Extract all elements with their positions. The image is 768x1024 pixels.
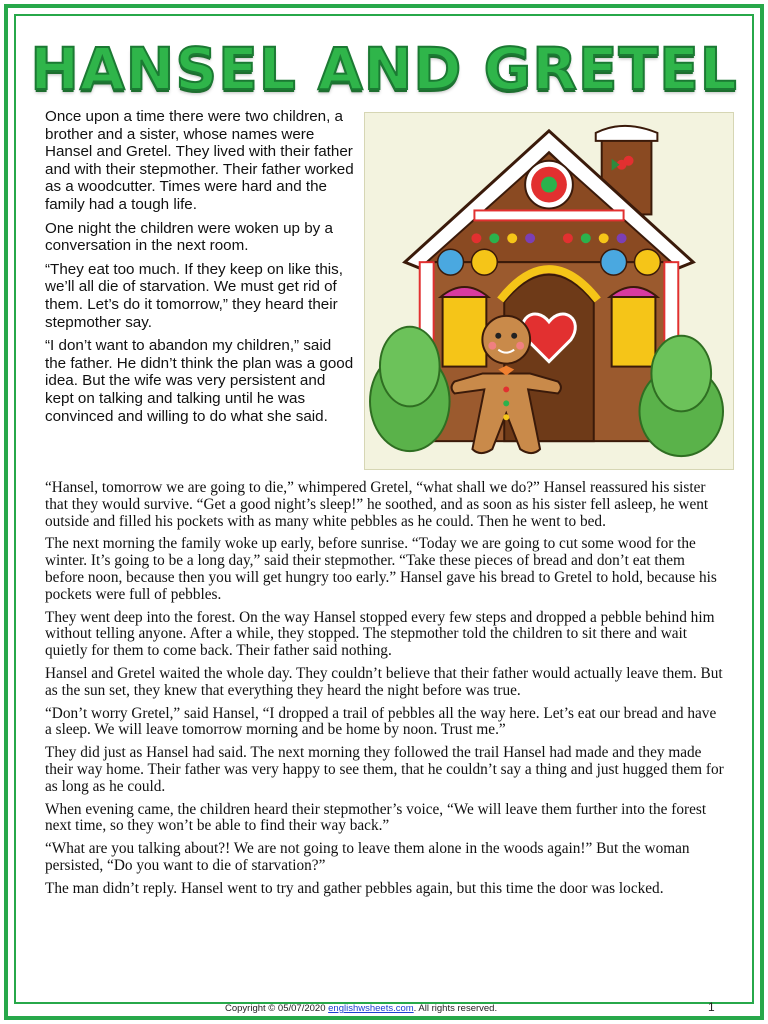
body-paragraph: When evening came, the children heard their stepmother’s voice, “We will leave them further into the forest next time, so they won’t be able to find their way back.” bbox=[45, 800, 707, 835]
body-paragraph: The man didn’t reply. Hansel went to try and gather pebbles again, but this time the door was locked. bbox=[45, 879, 664, 897]
page-number: 1 bbox=[708, 1000, 715, 1014]
intro-paragraph: One night the children were woken up by a conversation in the next room. bbox=[45, 219, 333, 255]
intro-paragraph: “I don’t want to abandon my children,” said the father. He didn’t think the plan was a good idea. But the wife was very persistent and kept on talking and talking until he was convinced and willing to do what she said. bbox=[45, 337, 354, 425]
story-title: HANSEL AND GRETEL bbox=[30, 35, 738, 103]
story-body bbox=[45, 480, 725, 904]
copyright-footer bbox=[225, 1003, 497, 1014]
body-paragraph: Hansel and Gretel waited the whole day. They couldn’t believe that their father would actually leave them. But as the sun set, they knew that everything they heard the night before was true. bbox=[45, 664, 723, 699]
copyright-suffix: . All rights reserved. bbox=[413, 1003, 498, 1014]
copyright-prefix: Copyright © 05/07/2020 bbox=[225, 1003, 329, 1014]
body-paragraph: The next morning the family woke up early, before sunrise. “Today we are going to cut some wood for the winter. It’s going to be a long day,” said their stepmother. “Take these pieces of bread and don’t eat them before noon, because then you will get hungry too early.” Hansel gave his bread to Gretel to hold, because his pockets were full of pebbles. bbox=[45, 535, 717, 603]
gingerbread-house-illustration bbox=[364, 112, 734, 470]
body-paragraph: “Don’t worry Gretel,” said Hansel, “I dropped a trail of pebbles all the way here. Let’s eat our bread and have a sleep. We will leave tomorrow morning and be home by noon. Trust me.” bbox=[45, 704, 717, 739]
body-paragraph: They went deep into the forest. On the way Hansel stopped every few steps and dropped a pebble behind him without telling anyone. After a while, they stopped. The stepmother told the children to sit there and wait quietly for them to come back. Their father said nothing. bbox=[45, 608, 715, 660]
body-paragraph: They did just as Hansel had said. The next morning they followed the trail Hansel had made and they made their way home. Their father was very happy to see them, that he couldn’t say a thing and just hugged them for as long as he could. bbox=[45, 744, 724, 795]
intro-paragraph: Once upon a time there were two children, a brother and a sister, whose names were Hansel and Gretel. They lived with their father and with their stepmother. Their father worked as a woodcutter. Times were hard and the family had a tough life. bbox=[45, 108, 354, 213]
intro-text bbox=[45, 108, 355, 431]
intro-paragraph: “They eat too much. If they keep on like this, we’ll all die of starvation. We must get rid of them. Let’s do it tomorrow,” they heard their stepmother say. bbox=[45, 260, 343, 331]
website-link[interactable]: englishwsheets.com bbox=[328, 1003, 414, 1014]
body-paragraph: “What are you talking about?! We are not going to leave them alone in the woods again!” But the woman persisted, “Do you want to die of starvation?” bbox=[45, 840, 690, 874]
body-paragraph: “Hansel, tomorrow we are going to die,” whimpered Gretel, “what shall we do?” Hansel reassured his sister that they would survive. “Get a good night’s sleep!” he soothed, and as soon as his sister fell asleep, he went outside and filled his pockets with as many white pebbles as he could. Then he went to bed. bbox=[45, 479, 709, 530]
